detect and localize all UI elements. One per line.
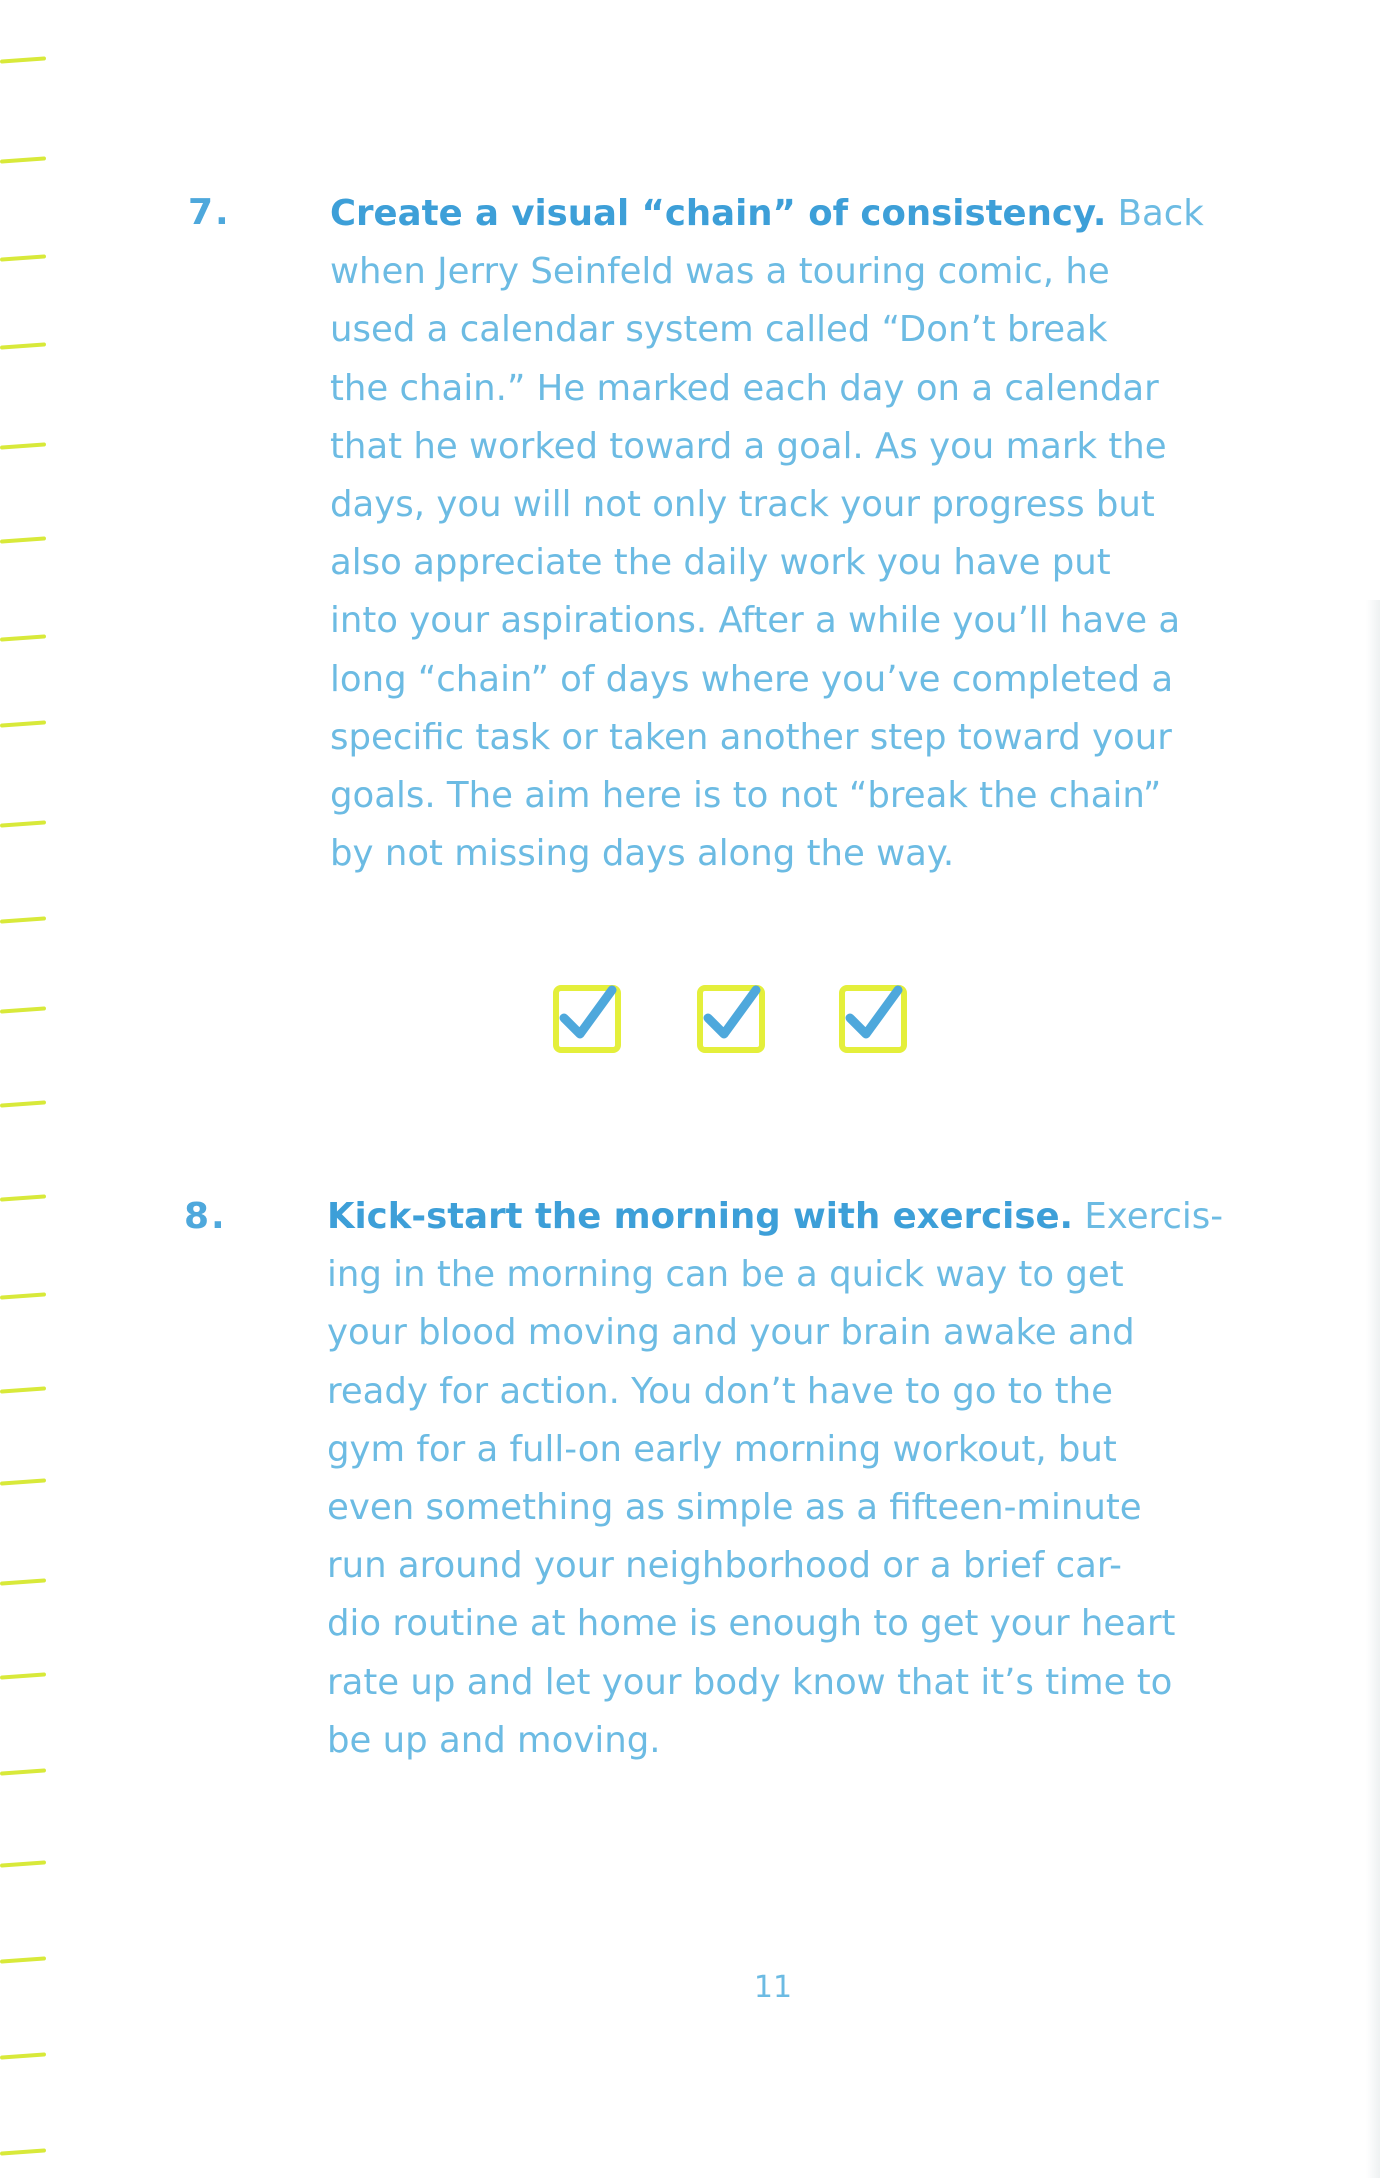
- checked-box-icon: [696, 982, 768, 1054]
- margin-tick: [0, 56, 46, 63]
- margin-tick: [0, 536, 46, 543]
- text-line: that he worked toward a goal. As you mark the: [330, 425, 1167, 467]
- text-line: goals. The aim here is to not “break the chain”: [330, 775, 1162, 817]
- margin-tick: [0, 1768, 46, 1775]
- margin-tick: [0, 1478, 46, 1485]
- text-line: run around your neighborhood or a brief car-: [327, 1545, 1122, 1587]
- text-line: by not missing days along the way.: [330, 833, 955, 875]
- text-line: used a calendar system called “Don’t break: [330, 309, 1108, 351]
- margin-tick: [0, 1006, 46, 1013]
- margin-tick: [0, 1100, 46, 1107]
- text-line: when Jerry Seinfeld was a touring comic, he: [330, 251, 1110, 293]
- text-line: the chain.” He marked each day on a calendar: [330, 367, 1159, 409]
- first-line: [330, 185, 1204, 243]
- text-line: ready for action. You don’t have to go to the: [327, 1370, 1113, 1412]
- margin-tick: [0, 916, 46, 923]
- text-line: days, you will not only track your progress but: [330, 484, 1155, 526]
- margin-tick: [0, 820, 46, 827]
- first-line: [327, 1188, 1223, 1246]
- item-number: 8.: [184, 1196, 227, 1237]
- page-edge-shadow: [1366, 600, 1380, 2178]
- text-line: even something as simple as a fifteen-minute: [327, 1487, 1142, 1529]
- item-number: 7.: [188, 192, 231, 233]
- margin-tick: [0, 156, 46, 163]
- margin-tick: [0, 254, 46, 261]
- item-paragraph: [327, 1188, 1223, 1770]
- text-line: gym for a full-on early morning workout, but: [327, 1428, 1117, 1470]
- text-line: into your aspirations. After a while you’ll have a: [330, 600, 1181, 642]
- checked-box-icon: [838, 982, 910, 1054]
- margin-tick: [0, 2052, 46, 2059]
- margin-tick: [0, 634, 46, 641]
- text-line: specific task or taken another step toward your: [330, 716, 1172, 758]
- text-line: dio routine at home is enough to get your heart: [327, 1603, 1176, 1645]
- text-line: rate up and let your body know that it’s time to: [327, 1661, 1173, 1703]
- margin-tick: [0, 1194, 46, 1201]
- margin-tick: [0, 1860, 46, 1867]
- margin-tick: [0, 720, 46, 727]
- margin-tick: [0, 342, 46, 349]
- margin-tick: [0, 1292, 46, 1299]
- margin-tick: [0, 442, 46, 449]
- text-line: long “chain” of days where you’ve completed a: [330, 658, 1174, 700]
- margin-ticks: [0, 0, 60, 2178]
- text-line: ing in the morning can be a quick way to get: [327, 1254, 1124, 1296]
- text-line: your blood moving and your brain awake and: [327, 1312, 1135, 1354]
- margin-tick: [0, 2148, 46, 2155]
- margin-tick: [0, 1578, 46, 1585]
- margin-tick: [0, 1672, 46, 1679]
- text-line: be up and moving.: [327, 1719, 661, 1761]
- text-line: also appreciate the daily work you have put: [330, 542, 1111, 584]
- margin-tick: [0, 1386, 46, 1393]
- margin-tick: [0, 1956, 46, 1963]
- checked-box-icon: [552, 982, 624, 1054]
- text-line: Exercis-: [1084, 1196, 1224, 1237]
- page-number: 11: [753, 1970, 793, 2005]
- item-paragraph: [330, 185, 1204, 883]
- checkbox-divider: [548, 982, 918, 1060]
- item-lead-heading: Kick-start the morning with exercise.: [327, 1196, 1074, 1237]
- item-lead-heading: Create a visual “chain” of consistency.: [330, 193, 1107, 234]
- text-line: Back: [1117, 193, 1204, 234]
